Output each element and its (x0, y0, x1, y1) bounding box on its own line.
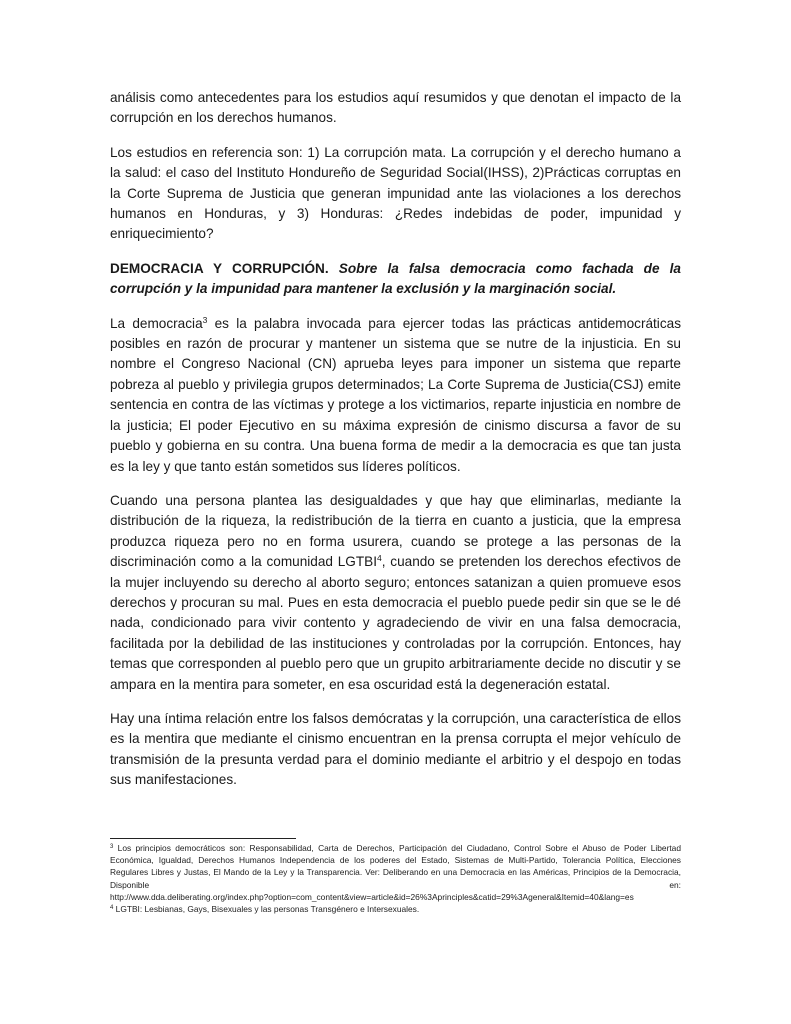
footnote-4 (110, 903, 681, 915)
footnote-3-number: 3 (110, 844, 114, 850)
paragraph-relacion: Hay una íntima relación entre los falsos demócratas y la corrupción, una característica de ellos es la mentira que mediante el cinismo encuentran en la prensa corrupta el mejor vehículo de transmisión de la presunta verdad para el dominio mediante el arbitrio y el despojo en todas sus manifestaciones. (110, 710, 681, 788)
footnote-3-url[interactable]: http://www.dda.deliberating.org/index.php?option=com_content&view=article&id=26%3Aprinciples&catid=29%3Ageneral&Itemid=40&lang=es (110, 891, 634, 902)
paragraph-studies: Los estudios en referencia son: 1) La corrupción mata. La corrupción y el derecho humano a la salud: el caso del Instituto Hondureño de Seguridad Social(IHSS), 2)Prácticas corruptas en la Corte Suprema de Justicia que generan impunidad ante las violaciones a los derechos humanos en Honduras, y 3) Honduras: ¿Redes indebidas de poder, impunidad y enriquecimiento? (110, 144, 681, 242)
footnote-3 (110, 842, 681, 891)
paragraph-cuando-text-a: Cuando una persona plantea las desigualdades y que hay que eliminarlas, mediante la distribución de la riqueza, la redistribución de la tierra en cuanto a justicia, que la empresa produzca riqueza pero no en forma usurera, cuando se protege a las personas de la discriminación como a la comunidad LGTBI (110, 492, 681, 570)
paragraph-democracia-text-a: La democracia (110, 315, 203, 331)
footnote-3-url-line (110, 891, 681, 903)
paragraph-democracia-text-b: es la palabra invocada para ejercer todas las prácticas antidemocráticas posibles en razón de procurar y mantener un sistema que se nutre de la injusticia. En su nombre el Congreso Nacional (CN) aprueba leyes para imponer un sistema que reparte pobreza al pueblo y privilegia grupos determinados; La Corte Suprema de Justicia(CSJ) emite sentencia en contra de las víctimas y protege a los victimarios, reparte injusticia en nombre de la justicia; El poder Ejecutivo en su máxima expresión de cinismo discursa a favor de su pueblo y gobierna en su contra. Una buena forma de medir a la democracia es que tan justa es la ley y que tanto están sometidos sus líderes políticos. (110, 315, 681, 474)
footnote-ref-3[interactable]: 3 (202, 314, 208, 325)
paragraph-cuando (110, 491, 681, 695)
section-heading (110, 259, 681, 300)
footnote-ref-4[interactable]: 4 (377, 553, 382, 564)
paragraph-cuando-text-b: , cuando se pretenden los derechos efectivos de la mujer incluyendo su derecho al aborto seguro; entonces satanizan a quien promueve esos derechos y procuran su mal. Pues en esta democracia el pueblo puede pedir sin que se le dé nada, condicionado para vivir contento y agradeciendo de vivir en una falsa democracia, facilitada por la debilidad de las instituciones y controladas por la corrupción. Entonces, hay temas que corresponden al pueblo pero que un grupito arbitrariamente decide no discutir y se ampara en la mentira para someter, en esa oscuridad está la degeneración estatal. (110, 554, 681, 692)
section-heading-subtitle: Sobre la falsa democracia como fachada de la corrupción y la impunidad para mantener la exclusión y la marginación social. (110, 260, 681, 297)
paragraph-intro: análisis como antecedentes para los estudios aquí resumidos y que denotan el impacto de la corrupción en los derechos humanos. (110, 90, 681, 126)
footnote-4-number: 4 (110, 905, 114, 912)
document-body (110, 88, 681, 791)
section-heading-title: DEMOCRACIA Y CORRUPCIÓN. (110, 260, 329, 276)
paragraph-democracia (110, 314, 681, 477)
footnotes (110, 842, 681, 915)
footnote-separator (110, 838, 296, 839)
footnote-4-text: LGTBI: Lesbianas, Gays, Bisexuales y las personas Transgénero e Intersexuales. (113, 904, 420, 915)
footnote-3-text: Los principios democráticos son: Responsabilidad, Carta de Derechos, Participación del Ciudadano, Control Sobre el Abuso de Poder Libertad Económica, Igualdad, Derechos Humanos Independencia de los poderes del Estado, Sistemas de Multi-Partido, Tolerancia Política, Elecciones Regulares Libres y Justas, El Mando de la Ley y la Transparencia. Ver: Deliberando en una Democracia en las Américas, Principios de la Democracia, Disponible en: (110, 843, 681, 890)
